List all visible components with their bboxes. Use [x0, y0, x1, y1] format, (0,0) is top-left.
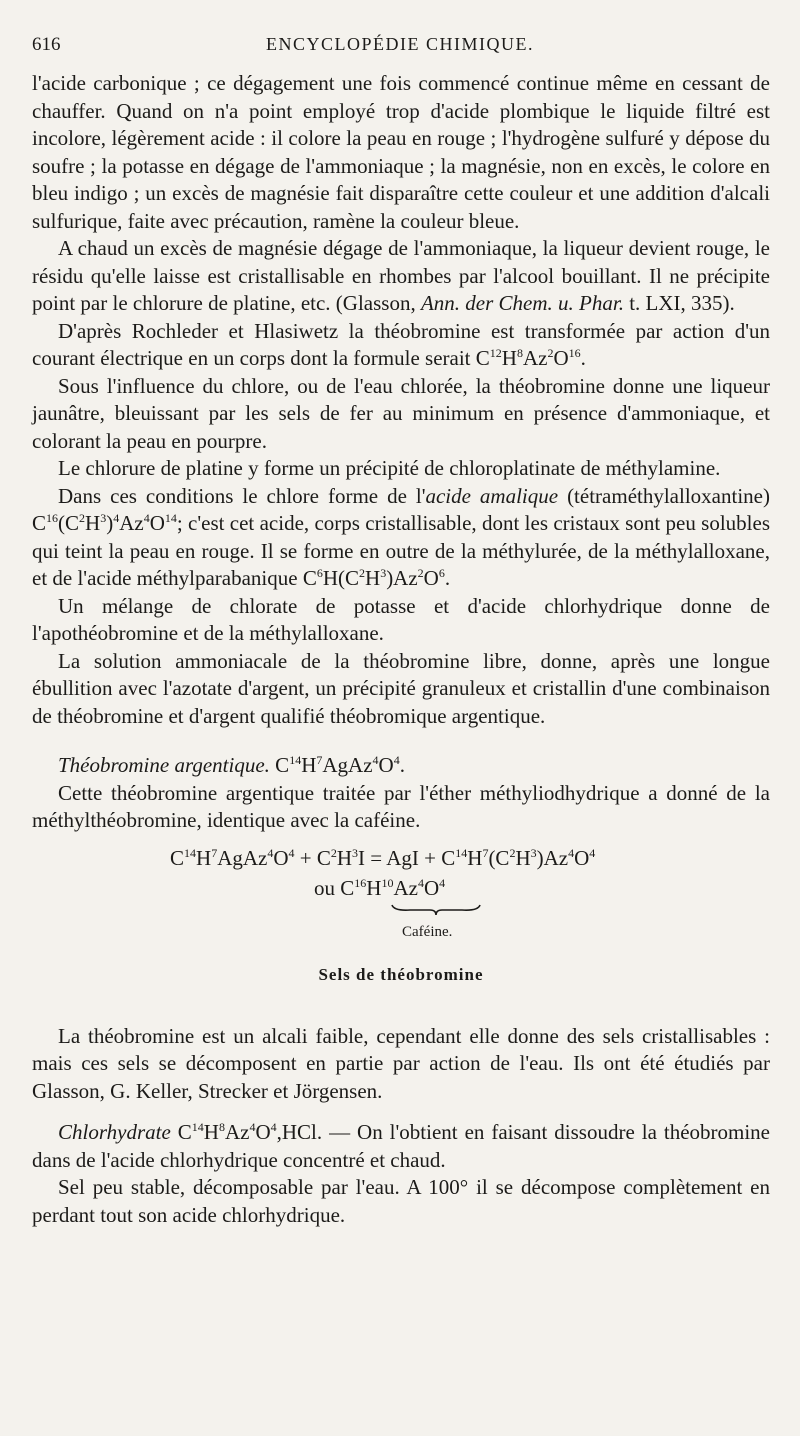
methylation-equation [170, 843, 595, 873]
equation-rhs-1: AgI [386, 845, 419, 870]
citation-reference: Ann. der Chem. u. Phar. [420, 291, 624, 315]
equation-lhs-2: $C^2H^3I$ [316, 845, 366, 870]
alternative-formula [314, 873, 445, 903]
paragraph-10: Cette théobromine argentique traitée par l'éther méthyliodhydrique a donné de la méthylthéobromine, identique avec la caféine. [32, 780, 770, 832]
caffeine-formula: $C^{16}H^{10}Az^4O^4$ [340, 875, 446, 900]
formula-amalic-acid: $C^{16}(C^2H^3)^4Az^4O^{14}$ [32, 511, 177, 535]
body-text [32, 70, 770, 1229]
page-number: 616 [32, 34, 61, 55]
paragraph-7: Un mélange de chlorate de potasse et d'acide chlorhydrique donne de l'apothéobromine et de la méthylalloxane. [32, 593, 770, 645]
section-title: Sels de théobromine [318, 964, 484, 984]
equation-lhs-1: $C^{14}H^7AgAz^4O^4$ [170, 845, 295, 870]
paragraph-2-text: A chaud un excès de magnésie dégage de l'ammoniaque, la liqueur devient rouge, le résidu qu'elle laisse est cristallisable en rhombes par l'alcool bouillant. Il ne précipite point par le chlorure de platine, etc. (Glasson, [32, 236, 770, 315]
paragraph-2-tail: t. LXI, 335). [623, 291, 735, 315]
paragraph-6-c: ; c'est cet acide, corps cristallisable, dont les cristaux sont peu solubles qui teint la peau en rouge. Il se forme en outre de la méthylurée, de la méthylalloxane, et de l'acide méthylparabanique [32, 511, 770, 590]
paragraph-6-d: . [444, 566, 451, 590]
plus-sign: + [418, 845, 442, 870]
paragraph-2 [32, 235, 770, 318]
amalic-acid-name: acide amalique [425, 483, 559, 508]
formula-silver-theobromine: $C^{14}H^7AgAz^4O^4$ [275, 753, 400, 777]
paragraph-13: Sel peu stable, décomposable par l'eau. A 100° il se décompose complètement en perdant tout son acide chlorhydrique. [32, 1175, 770, 1227]
page-header [32, 34, 768, 60]
paragraph-3-text: D'après Rochleder et Hlasiwetz la théobromine est transformée par action d'un courant électrique en un corps dont la formule serait [32, 318, 770, 370]
formula-electric-product: $C^{12}H^8Az^2O^{16}$ [475, 346, 581, 370]
paragraph-6-b: (tétraméthylalloxantine) [558, 483, 770, 508]
underbrace-icon [390, 903, 482, 917]
underbrace [32, 903, 770, 917]
paragraph-12 [32, 1119, 770, 1174]
formula-chlorhydrate: $C^{14}H^8Az^4O^4,HCl$. [177, 1120, 323, 1144]
equation-rhs-2: $C^{14}H^7(C^2H^3)Az^4O^4$ [441, 845, 596, 870]
formula-methylparabanic-acid: $C^6H(C^2H^3)Az^2O^6$ [302, 566, 445, 590]
paragraph-3-tail: . [580, 346, 586, 370]
paragraph-1: l'acide carbonique ; ce dégagement une fois commencé continue même en cessant de chauffer. Quand on n'a point employé trop d'acide plombique le liquide filtré est incolore, légèrement acide : il colore la peau en rouge ; l'hydrogène sulfuré y dépose du soufre ; la potasse en dégage de l'ammoniaque ; la magnésie, non en excès, le colore en bleu indigo ; un excès de magnésie fait disparaître cette couleur et une addition d'alcali sulfurique, faite avec précaution, ramène la couleur bleue. [32, 71, 770, 233]
paragraph-11: La théobromine est un alcali faible, cependant elle donne des sels cristallisables : mais ces sels se décomposent en partie par action de l'eau. Ils ont été étudiés par Glasson, G. Keller, Strecker et Jörgensen. [32, 1023, 770, 1103]
running-title: ENCYCLOPÉDIE CHIMIQUE. [266, 34, 534, 54]
paragraph-4: Sous l'influence du chlore, ou de l'eau chlorée, la théobromine donne une liqueur jaunâtre, bleuissant par les sels de fer au minimum en présence d'ammoniaque, et colorant la peau en pourpre. [32, 373, 770, 453]
plus-sign: + [294, 845, 317, 870]
chlorhydrate-title: Chlorhydrate [58, 1120, 171, 1144]
paragraph-9 [32, 752, 770, 780]
paragraph-9-tail: . [399, 753, 405, 777]
paragraph-6-a: Dans ces conditions le chlore forme de l' [58, 483, 426, 508]
silver-theobromine-title: Théobromine argentique. [58, 753, 270, 777]
paragraph-5: Le chlorure de platine y forme un précipité de chloroplatinate de méthylamine. [58, 456, 721, 480]
or-word: ou [314, 875, 341, 900]
paragraph-3 [32, 318, 770, 373]
caffeine-caption: Caféine. [402, 923, 453, 940]
equation-block [32, 843, 770, 941]
paragraph-12-tail: — On l'obtient en faisant dissoudre la théobromine dans de l'acide chlorhydrique concentré et chaud. [32, 1120, 770, 1172]
paragraph-6 [32, 483, 770, 593]
paragraph-8: La solution ammoniacale de la théobromine libre, donne, après une longue ébullition avec l'azotate d'argent, un précipité granuleux et cristallin d'une combinaison de théobromine et d'argent qualifié théobromique argentique. [32, 648, 770, 728]
equals-sign: = [365, 845, 387, 870]
